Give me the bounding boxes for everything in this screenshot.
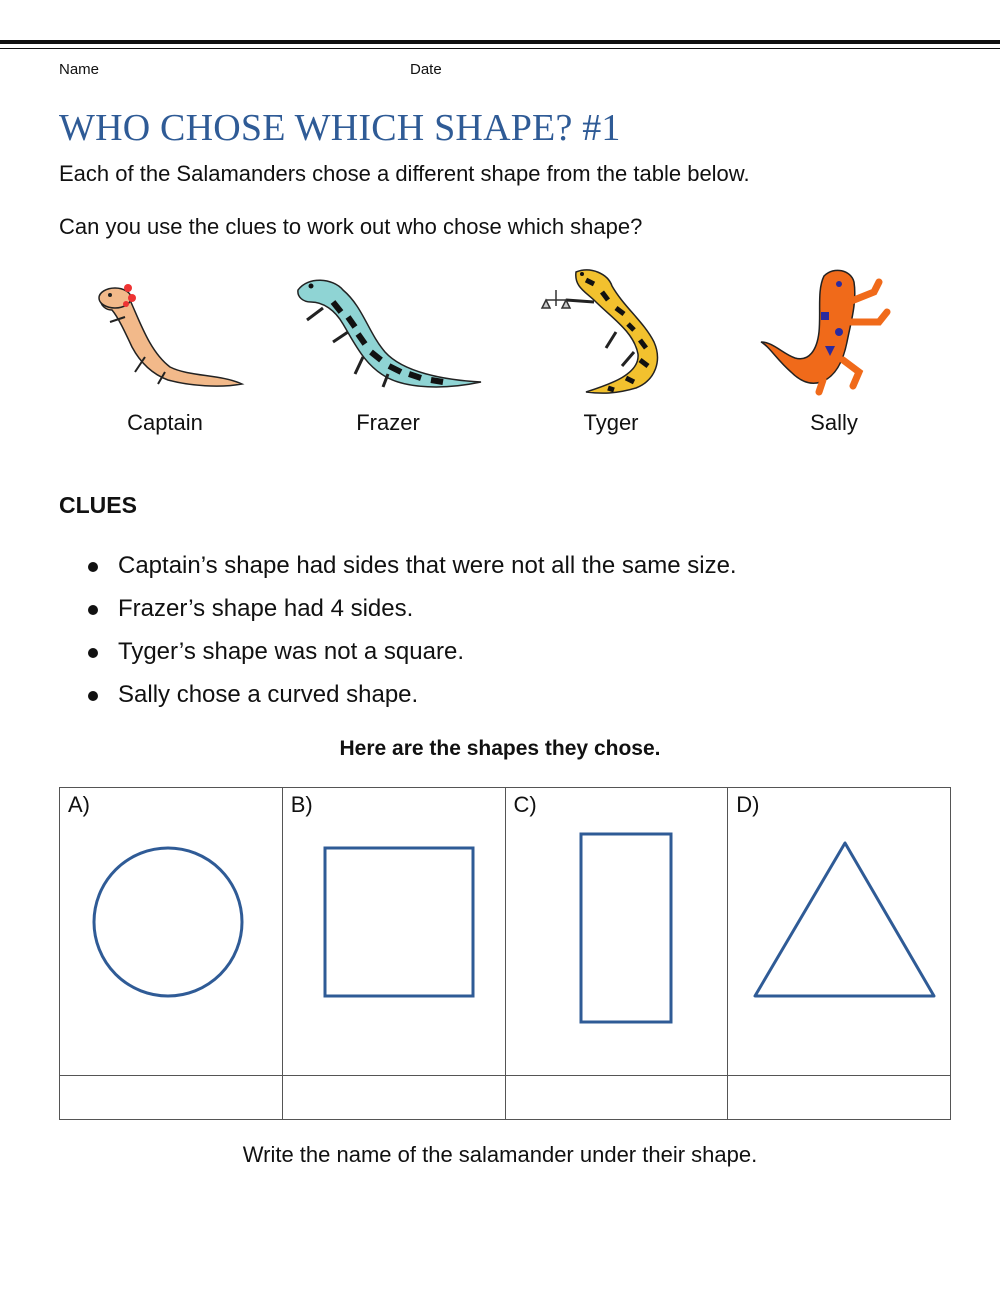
bullet-icon (88, 691, 98, 701)
worksheet-title: WHO CHOSE WHICH SHAPE? #1 (59, 107, 621, 149)
salamander-name-sally: Sally (810, 410, 858, 435)
sally-salamander-icon (739, 262, 929, 402)
salamander-sally (739, 262, 929, 437)
salamander-name-captain: Captain (127, 410, 203, 435)
clue-item (88, 677, 737, 720)
shape-cell-b (282, 788, 505, 1076)
shape-letter: C) (513, 792, 537, 817)
bullet-icon (88, 562, 98, 572)
shapes-table (59, 787, 951, 1120)
clue-text: Frazer’s shape had 4 sides. (118, 595, 414, 622)
answer-cell-b[interactable] (282, 1076, 505, 1120)
clue-item (88, 634, 737, 677)
frazer-salamander-icon (293, 262, 483, 402)
answer-cell-d[interactable] (728, 1076, 951, 1120)
answer-cell-a[interactable] (60, 1076, 283, 1120)
date-label: Date (410, 61, 442, 78)
shape-cell-d (728, 788, 951, 1076)
captain-salamander-icon (70, 262, 260, 402)
header-rule-thin (0, 48, 1000, 49)
table-caption: Here are the shapes they chose. (339, 737, 661, 760)
salamander-captain (70, 262, 260, 437)
clues-heading: CLUES (59, 492, 137, 518)
clue-text: Sally chose a curved shape. (118, 681, 419, 708)
shape-letter: B) (290, 792, 313, 817)
salamander-tyger (516, 262, 706, 437)
shape-letter: D) (736, 792, 760, 817)
clue-item (88, 548, 737, 591)
shape-row (60, 788, 951, 1076)
clue-item (88, 591, 737, 634)
clue-text: Tyger’s shape was not a square. (118, 638, 464, 665)
clues-list (88, 548, 737, 720)
bullet-icon (88, 648, 98, 658)
answer-row (60, 1076, 951, 1120)
shape-cell-a (60, 788, 283, 1076)
footer-instruction: Write the name of the salamander under their shape. (242, 1142, 758, 1167)
bullet-icon (88, 605, 98, 615)
clue-text: Captain’s shape had sides that were not all the same size. (118, 552, 737, 579)
answer-cell-c[interactable] (505, 1076, 728, 1120)
rectangle-shape (506, 788, 728, 1075)
name-label: Name (59, 61, 100, 78)
salamander-frazer (293, 262, 483, 437)
tyger-salamander-icon (516, 262, 706, 402)
square-shape (283, 788, 505, 1075)
shape-letter: A) (68, 792, 90, 817)
header-rule-thick (0, 40, 1000, 44)
circle-shape (60, 788, 282, 1075)
intro-line-1: Each of the Salamanders chose a different shape from the table below. (59, 161, 750, 186)
salamander-name-frazer: Frazer (356, 410, 420, 435)
triangle-shape (728, 788, 950, 1075)
shape-cell-c (505, 788, 728, 1076)
salamander-name-tyger: Tyger (583, 410, 639, 435)
intro-line-2: Can you use the clues to work out who chose which shape? (59, 214, 643, 239)
